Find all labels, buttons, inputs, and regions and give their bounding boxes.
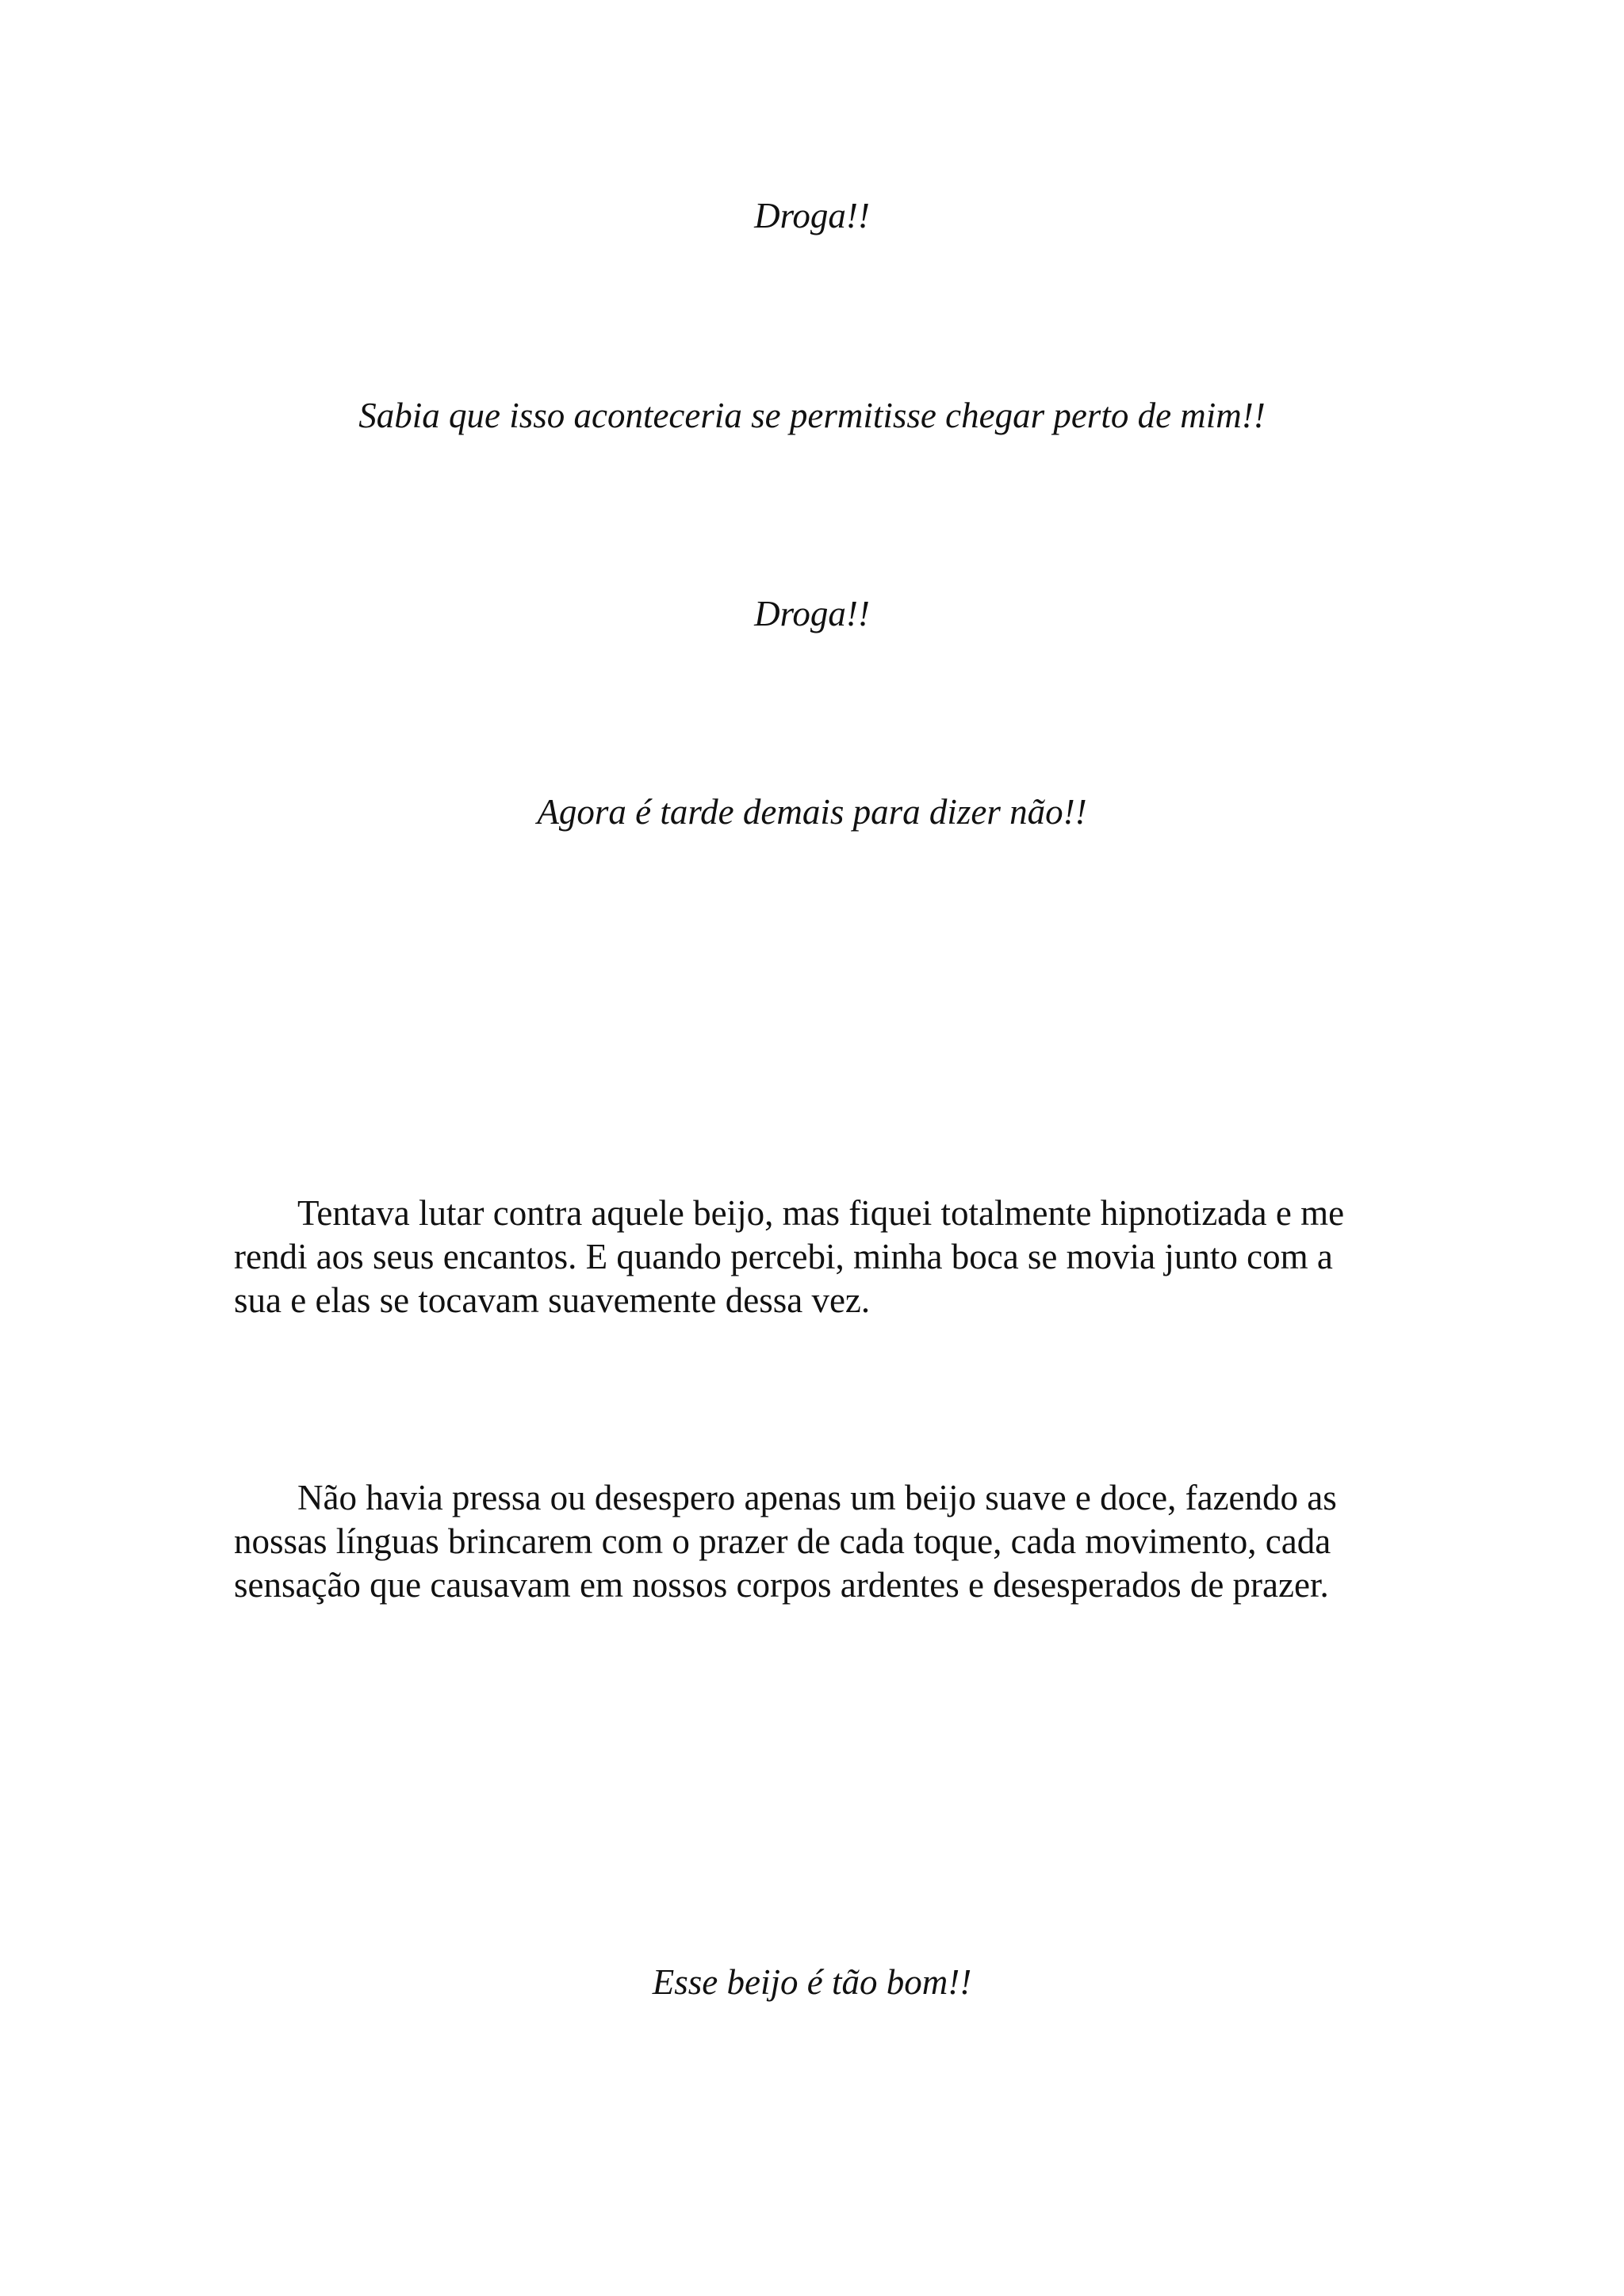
paragraph-tentava	[234, 1192, 1400, 1322]
italic-line-droga-2: Droga!!	[754, 594, 870, 633]
paragraph-line: Tentava lutar contra aquele beijo, mas fiquei totalmente hipnotizada e me	[297, 1193, 1345, 1233]
paragraph-nao-havia	[234, 1476, 1400, 1607]
paragraph-line: Não havia pressa ou desespero apenas um beijo suave e doce, fazendo as	[297, 1478, 1337, 1517]
paragraph-line: rendi aos seus encantos. E quando percebi, minha boca se movia junto com a	[234, 1237, 1333, 1276]
italic-line-sabia: Sabia que isso aconteceria se permitisse chegar perto de mim!!	[358, 396, 1266, 435]
paragraph-line: sensação que causavam em nossos corpos ardentes e desesperados de prazer.	[234, 1565, 1329, 1605]
italic-line-esse-beijo: Esse beijo é tão bom!!	[652, 1962, 972, 2002]
italic-line-agora: Agora é tarde demais para dizer não!!	[537, 792, 1087, 832]
paragraph-line: nossas línguas brincarem com o prazer de cada toque, cada movimento, cada	[234, 1521, 1331, 1561]
paragraph-line: sua e elas se tocavam suavemente dessa vez.	[234, 1280, 871, 1320]
italic-line-droga-1: Droga!!	[754, 196, 870, 235]
